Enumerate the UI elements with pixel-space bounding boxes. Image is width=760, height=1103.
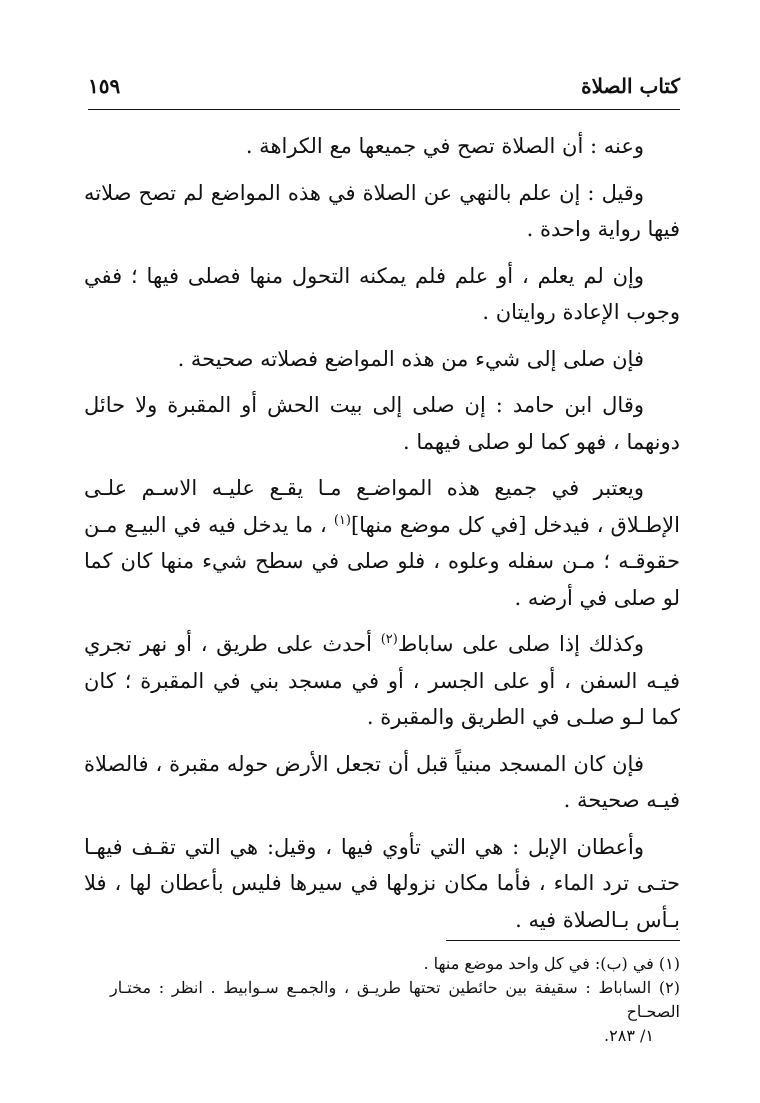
footnote-1: (١) في (ب): في كل واحد موضع منها . bbox=[423, 954, 680, 973]
header-title: كتاب الصلاة bbox=[581, 74, 680, 98]
footnote-divider bbox=[446, 940, 680, 941]
paragraph-5: وقال ابن حامد : إن صلى إلى بيت الحش أو المقبرة ولا حائل دونهما ، فهو كما لو صلى فيهما . bbox=[84, 393, 680, 454]
footnote-ref-1[interactable]: (١) bbox=[333, 512, 351, 528]
footnote-2: (٢) الساباط : سقيفة بين حائطين تحتها طريـق ، والجمـع سـوابيط . انظر : مختـار الصحـاح bbox=[110, 978, 680, 1021]
paragraph-7 bbox=[84, 626, 680, 736]
footnote-ref-2[interactable]: (٢) bbox=[380, 632, 398, 647]
page-number: ١٥٩ bbox=[88, 74, 121, 98]
paragraph-9: وأعطان الإبل : هي التي تأوي فيها ، وقيل: هي التي تقـف فيهـا حتـى ترد الماء ، فأما مكان نزولها في سيرها فليس بأعطان لها ، فلا بـأس بـالصلاة فيه . bbox=[84, 834, 680, 932]
running-header bbox=[88, 72, 680, 108]
paragraph-4: فإن صلى إلى شيء من هذه المواضع فصلاته صحيحة . bbox=[177, 346, 644, 371]
paragraph-2: وقيل : إن علم بالنهي عن الصلاة في هذه المواضع لم تصح صلاته فيها رواية واحدة . bbox=[84, 180, 680, 241]
paragraph-6 bbox=[84, 470, 680, 616]
footnotes bbox=[110, 952, 680, 1048]
footnote-2-continuation: ١/ ٢٨٣. bbox=[604, 1026, 654, 1045]
paragraph-6-after: ، ما يدخل فيه في البيـع مـن حقوقـه ؛ مـن سفله وعلوه ، فلو صلى في سطح شيء منها كان كما لو صلى في أرضه . bbox=[84, 512, 680, 610]
paragraph-3: وإن لم يعلم ، أو علم فلم يمكنه التحول منها فصلى فيها ؛ ففي وجوب الإعادة روايتان . bbox=[84, 263, 680, 324]
paragraph-7-after: أحدث على طريق ، أو نهر تجري فيـه السفن ، أو على الجسر ، أو في مسجد بني في المقبرة ؛ كان كما لـو صلـى في الطريق والمقبرة . bbox=[84, 632, 680, 729]
paragraph-7-before: وكذلك إذا صلى على ساباط bbox=[397, 632, 644, 656]
paragraph-6-before: ويعتبر في جميع هذه المواضـع مـا يقـع عليـه الاسـم علـى الإطـلاق ، فيدخل [في كل موضع منها] bbox=[84, 476, 680, 537]
main-text bbox=[84, 128, 680, 948]
paragraph-1: وعنه : أن الصلاة تصح في جميعها مع الكراهة . bbox=[245, 134, 644, 158]
paragraph-8: فإن كان المسجد مبنياً قبل أن تجعل الأرض حوله مقبرة ، فالصلاة فيـه صحيحة . bbox=[84, 751, 680, 812]
header-rule bbox=[88, 109, 680, 110]
